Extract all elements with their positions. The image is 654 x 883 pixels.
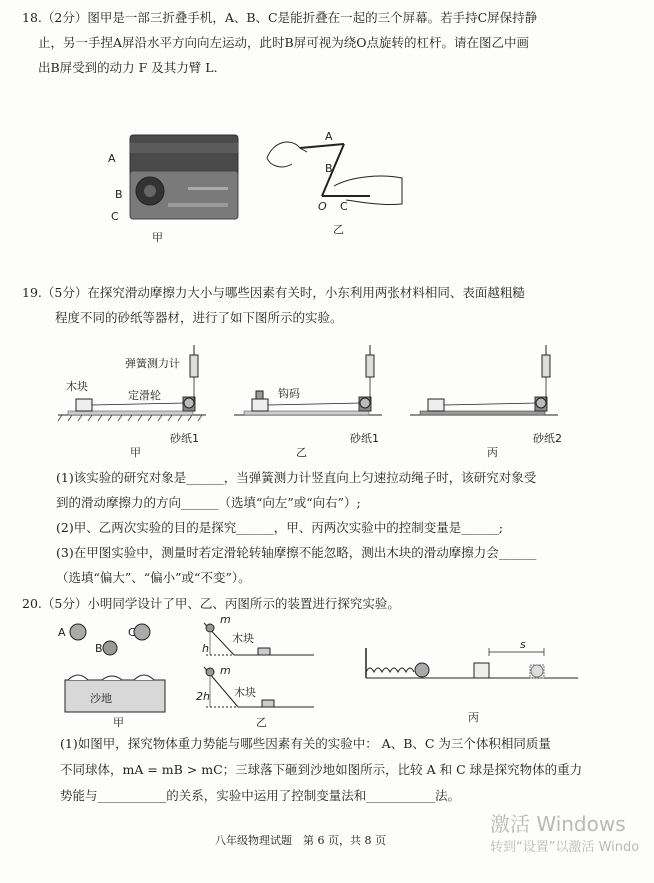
q19-jia-spring-label: 弹簧测力计 xyxy=(125,357,180,370)
q18-jia-label-b: B xyxy=(115,188,123,201)
q20-s1c: 势能与___________的关系，实验中运用了控制变量法和___________法。 xyxy=(60,788,461,803)
q20-yi-block1: 木块 xyxy=(232,632,254,645)
q19-jia-caption: 甲 xyxy=(130,446,141,459)
q20-jia-sand-label: 沙地 xyxy=(90,692,112,705)
q18-yi-label-a: A xyxy=(325,130,333,143)
q19-yi-paper-label: 砂纸1 xyxy=(350,432,379,445)
q19-s3b: （选填“偏大”、“偏小”或“不变”）。 xyxy=(56,570,251,585)
q18-jia-caption: 甲 xyxy=(152,231,163,244)
q19-bing-paper-label: 砂纸2 xyxy=(533,432,562,445)
q18-phone-figure xyxy=(128,133,243,223)
q20-bing-caption: 丙 xyxy=(468,711,479,724)
q18-line1: 18.（2分）图甲是一部三折叠手机，A、B、C是能折叠在一起的三个屏幕。若手持C屏保持静 xyxy=(22,10,538,25)
q20-yi-figure xyxy=(196,615,316,715)
q19-line1: 19.（5分）在探究滑动摩擦力大小与哪些因素有关时，小东利用两张材料相同、表面越粗糙 xyxy=(22,285,525,300)
q19-s2: (2)甲、乙两次实验的目的是探究______，甲、丙两次实验中的控制变量是______; xyxy=(56,520,503,535)
q18-jia-label-c: C xyxy=(111,210,119,223)
q20-s1a: (1)如图甲，探究物体重力势能与哪些因素有关的实验中： A、B、C 为三个体积相同质量 xyxy=(60,736,551,751)
q18-line3: 出B屏受到的动力 F 及其力臂 L. xyxy=(38,60,218,75)
q18-yi-label-o: O xyxy=(318,200,327,213)
q19-s3a: (3)在甲图实验中，测量时若定滑轮转轴摩擦不能忽略，测出木块的滑动摩擦力会______ xyxy=(56,545,537,560)
q19-line2: 程度不同的砂纸等器材，进行了如下图所示的实验。 xyxy=(55,310,343,325)
q20-jia-figure xyxy=(60,620,170,715)
q19-yi-caption: 乙 xyxy=(296,446,307,459)
q20-jia-label-b: B xyxy=(95,642,103,655)
q19-jia-block-label: 木块 xyxy=(66,380,88,393)
q19-s1b: 到的滑动摩擦力的方向______（选填“向左”或“向右”）; xyxy=(56,495,361,510)
q20-s1b: 不同球体，mA = mB > mC；三球落下砸到沙地如图所示，比较 A 和 C 球是探究物体的重力 xyxy=(60,762,583,777)
q19-yi-figure xyxy=(234,345,384,425)
q19-bing-caption: 丙 xyxy=(487,446,498,459)
q18-lever-figure xyxy=(262,130,412,210)
q20-yi-caption: 乙 xyxy=(256,716,267,729)
q20-jia-label-a: A xyxy=(58,626,66,639)
watermark-title: 激活 Windows xyxy=(490,812,626,836)
q19-s1a: (1)该实验的研究对象是______，当弹簧测力计竖直向上匀速拉动绳子时，该研究对象受 xyxy=(56,470,537,485)
q19-bing-figure xyxy=(410,345,560,425)
q19-jia-pulley-label: 定滑轮 xyxy=(128,389,161,402)
q20-jia-caption: 甲 xyxy=(113,716,124,729)
page-footer: 八年级物理试题 第 6 页，共 8 页 xyxy=(215,834,386,847)
watermark-subtitle: 转到“设置”以激活 Windo xyxy=(490,840,640,855)
q20-yi-block2: 木块 xyxy=(234,686,256,699)
q19-yi-weight-label: 钩码 xyxy=(278,387,300,400)
q20-bing-figure xyxy=(362,640,580,690)
q20-yi-m1: m xyxy=(220,613,231,626)
q18-yi-caption: 乙 xyxy=(333,223,344,236)
q19-jia-paper-label: 砂纸1 xyxy=(170,432,199,445)
q20-line1: 20.（5分）小明同学设计了甲、乙、丙图所示的装置进行探究实验。 xyxy=(22,596,400,611)
q20-yi-h1: h xyxy=(202,642,209,655)
q20-yi-h2: 2h xyxy=(196,690,210,703)
q18-yi-label-b: B xyxy=(325,162,333,175)
q18-line2: 止，另一手捏A屏沿水平方向向左运动，此时B屏可视为绕O点旋转的杠杆。请在图乙中画 xyxy=(38,35,529,50)
q18-yi-label-c: C xyxy=(340,200,348,213)
q18-jia-label-a: A xyxy=(108,152,116,165)
q20-jia-label-c: C xyxy=(128,626,136,639)
q20-yi-m2: m xyxy=(220,664,231,677)
q20-bing-s-label: s xyxy=(520,638,526,651)
